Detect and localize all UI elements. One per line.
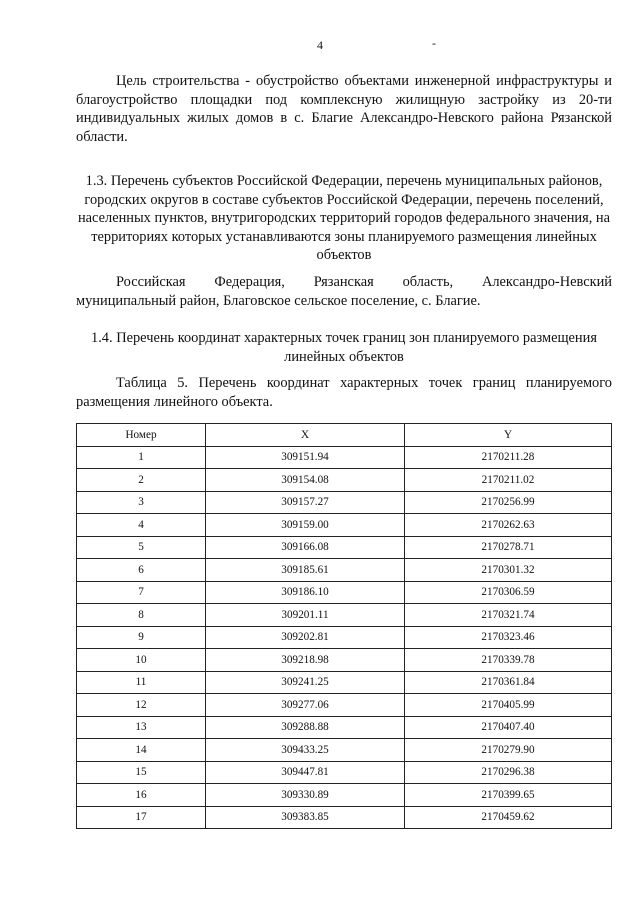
- cell-y: 2170301.32: [405, 559, 612, 582]
- cell-x: 309383.85: [206, 806, 405, 829]
- cell-x: 309186.10: [206, 581, 405, 604]
- paragraph-construction-goal: Цель строительства - обустройство объектами инженерной инфраструктуры и благоустройство площадки под комплексную жилищную застройку из 20-ти индивидуальных жилых домов в с. Благие Александро-Невского района Рязанской области.: [76, 73, 612, 145]
- table-row: [77, 446, 612, 469]
- coordinates-table: [76, 423, 612, 829]
- cell-x: 309288.88: [206, 716, 405, 739]
- cell-y: 2170323.46: [405, 626, 612, 649]
- cell-x: 309277.06: [206, 694, 405, 717]
- cell-number: 8: [77, 604, 206, 627]
- cell-number: 15: [77, 761, 206, 784]
- cell-number: 1: [77, 446, 206, 469]
- cell-x: 309157.27: [206, 491, 405, 514]
- table-row: [77, 559, 612, 582]
- table-row: [77, 491, 612, 514]
- cell-x: 309154.08: [206, 469, 405, 492]
- cell-y: 2170279.90: [405, 739, 612, 762]
- cell-x: 309185.61: [206, 559, 405, 582]
- section-heading-1-3: 1.3. Перечень субъектов Российской Федерации, перечень муниципальных районов, городских округов в составе субъектов Российской Федерации, перечень поселений, населенных пунктов, внутригородских территорий городов федерального значения, на территориях которых устанавливаются зоны планируемого размещения линейных объектов: [77, 173, 611, 263]
- cell-y: 2170399.65: [405, 784, 612, 807]
- cell-x: 309447.81: [206, 761, 405, 784]
- cell-number: 10: [77, 649, 206, 672]
- cell-y: 2170211.02: [405, 469, 612, 492]
- table-row: [77, 716, 612, 739]
- table-header-row: [77, 424, 612, 447]
- table-caption: Таблица 5. Перечень координат характерных точек границ планируемого размещения линейного объекта.: [76, 375, 612, 410]
- cell-y: 2170211.28: [405, 446, 612, 469]
- cell-y: 2170296.38: [405, 761, 612, 784]
- header-number: Номер: [77, 424, 206, 447]
- table-row: [77, 806, 612, 829]
- table-row: [77, 649, 612, 672]
- cell-number: 13: [77, 716, 206, 739]
- cell-y: 2170459.62: [405, 806, 612, 829]
- cell-number: 9: [77, 626, 206, 649]
- table-row: [77, 739, 612, 762]
- cell-y: 2170321.74: [405, 604, 612, 627]
- table-row: [77, 671, 612, 694]
- cell-x: 309218.98: [206, 649, 405, 672]
- cell-y: 2170339.78: [405, 649, 612, 672]
- cell-y: 2170407.40: [405, 716, 612, 739]
- cell-number: 6: [77, 559, 206, 582]
- paragraph-location: Российская Федерация, Рязанская область, Александро-Невский муниципальный район, Благовское сельское поселение, с. Благие.: [76, 274, 612, 309]
- table-row: [77, 604, 612, 627]
- cell-x: 309201.11: [206, 604, 405, 627]
- section-heading-1-4: 1.4. Перечень координат характерных точек границ зон планируемого размещения линейных объектов: [91, 330, 597, 365]
- page-number: 4: [317, 38, 323, 52]
- table-row: [77, 514, 612, 537]
- cell-x: 309202.81: [206, 626, 405, 649]
- cell-number: 4: [77, 514, 206, 537]
- corner-mark: -: [432, 36, 436, 50]
- cell-y: 2170256.99: [405, 491, 612, 514]
- table-row: [77, 761, 612, 784]
- cell-y: 2170278.71: [405, 536, 612, 559]
- cell-y: 2170405.99: [405, 694, 612, 717]
- cell-number: 14: [77, 739, 206, 762]
- cell-x: 309241.25: [206, 671, 405, 694]
- cell-number: 7: [77, 581, 206, 604]
- cell-x: 309330.89: [206, 784, 405, 807]
- cell-number: 2: [77, 469, 206, 492]
- header-y: Y: [405, 424, 612, 447]
- cell-number: 12: [77, 694, 206, 717]
- table-row: [77, 784, 612, 807]
- cell-x: 309166.08: [206, 536, 405, 559]
- cell-number: 11: [77, 671, 206, 694]
- cell-y: 2170262.63: [405, 514, 612, 537]
- table-row: [77, 626, 612, 649]
- cell-y: 2170306.59: [405, 581, 612, 604]
- cell-number: 5: [77, 536, 206, 559]
- cell-number: 16: [77, 784, 206, 807]
- table-row: [77, 694, 612, 717]
- cell-x: 309159.00: [206, 514, 405, 537]
- table-row: [77, 469, 612, 492]
- table-row: [77, 581, 612, 604]
- cell-number: 3: [77, 491, 206, 514]
- cell-number: 17: [77, 806, 206, 829]
- cell-x: 309151.94: [206, 446, 405, 469]
- cell-y: 2170361.84: [405, 671, 612, 694]
- header-x: X: [206, 424, 405, 447]
- table-row: [77, 536, 612, 559]
- cell-x: 309433.25: [206, 739, 405, 762]
